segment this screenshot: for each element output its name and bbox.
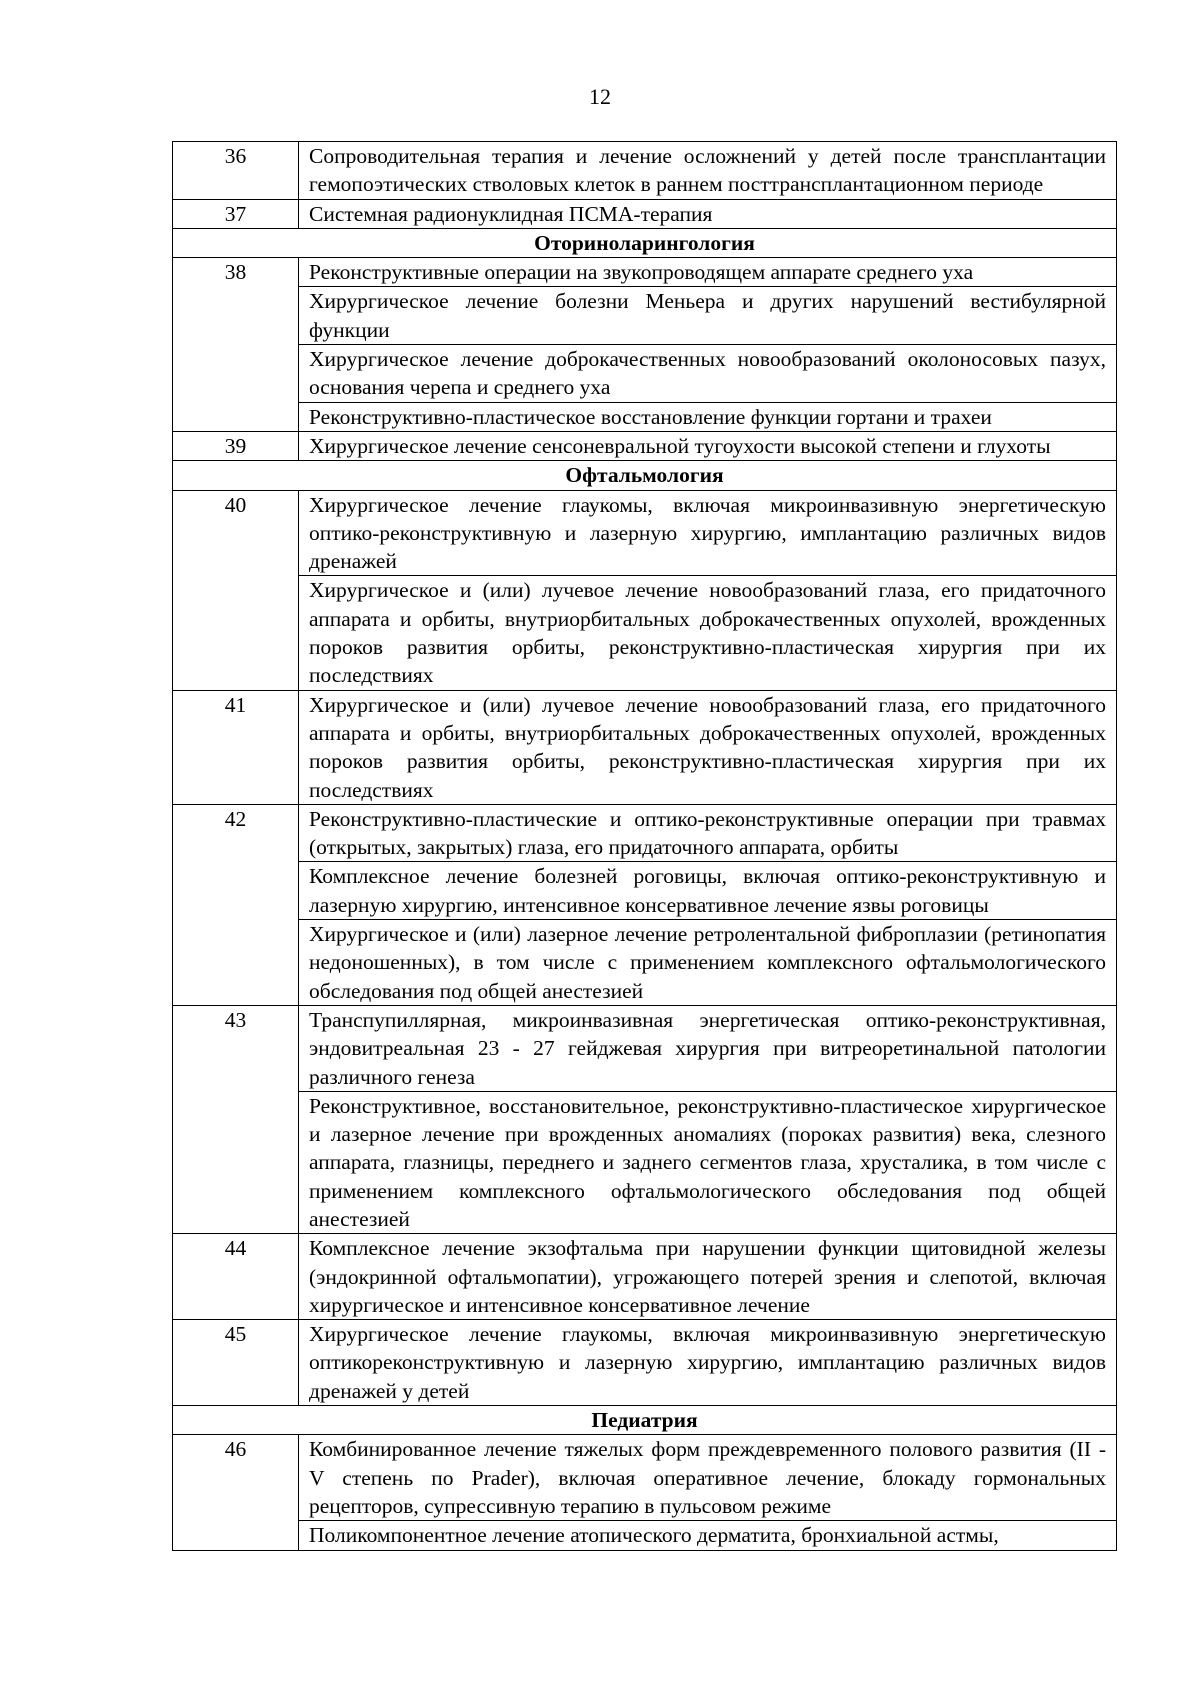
table-row [173,1320,1117,1406]
procedure-description: Хирургическое и (или) лучевое лечение новообразований глаза, его придаточного аппарата и орбиты, внутриорбитальных доброкачественных опухолей, врожденных пороков развития орбиты, реконструктивно-пластическая хирургия при их последствиях [299,576,1117,690]
procedure-description: Сопроводительная терапия и лечение осложнений у детей после трансплантации гемопоэтических стволовых клеток в раннем посттрансплантационном периоде [299,142,1117,200]
row-number: 38 [173,258,299,432]
table-body [173,142,1117,1551]
table-row [173,690,1117,804]
procedure-description: Реконструктивные операции на звукопроводящем аппарате среднего уха [299,258,1117,287]
table-row [173,345,1117,403]
procedure-description: Хирургическое лечение болезни Меньера и других нарушений вестибулярной функции [299,287,1117,345]
page-number: 12 [589,84,611,109]
procedure-description: Поликомпонентное лечение атопического дерматита, бронхиальной астмы, [299,1521,1117,1550]
table-row [173,142,1117,200]
table-row [173,287,1117,345]
table-row [173,1435,1117,1521]
procedure-description: Системная радионуклидная ПСМА-терапия [299,199,1117,228]
procedure-description: Комплексное лечение болезней роговицы, включая оптико-реконструктивную и лазерную хирургию, интенсивное консервативное лечение язвы роговицы [299,862,1117,920]
table-row [173,431,1117,460]
table-row [173,258,1117,287]
section-row [173,228,1117,257]
procedure-description: Хирургическое лечение глаукомы, включая микроинвазивную энергетическую оптико-реконструктивную и лазерную хирургию, имплантацию различных видов дренажей [299,490,1117,576]
procedure-description: Реконструктивно-пластические и оптико-реконструктивные операции при травмах (открытых, закрытых) глаза, его придаточного аппарата, орбиты [299,804,1117,862]
procedure-description: Хирургическое лечение доброкачественных новообразований околоносовых пазух, основания черепа и среднего уха [299,345,1117,403]
row-number: 41 [173,690,299,804]
section-heading: Оториноларингология [173,228,1117,257]
table-row [173,576,1117,690]
table-row [173,920,1117,1006]
procedures-table [172,141,1117,1551]
procedure-description: Комплексное лечение экзофтальма при нарушении функции щитовидной железы (эндокринной офтальмопатии), угрожающего потерей зрения и слепотой, включая хирургическое и интенсивное консервативное лечение [299,1234,1117,1320]
procedure-description: Комбинированное лечение тяжелых форм преждевременного полового развития (II - V степень по Prader), включая оперативное лечение, блокаду гормональных рецепторов, супрессивную терапию в пульсовом режиме [299,1435,1117,1521]
procedure-description: Реконструктивно-пластическое восстановление функции гортани и трахеи [299,402,1117,431]
section-row [173,461,1117,490]
section-heading: Педиатрия [173,1406,1117,1435]
procedure-description: Транспупиллярная, микроинвазивная энергетическая оптико-реконструктивная, эндовитреальная 23 - 27 гейджевая хирургия при витреоретинальной патологии различного генеза [299,1005,1117,1091]
table-row [173,402,1117,431]
table-row [173,862,1117,920]
procedure-description: Хирургическое и (или) лучевое лечение новообразований глаза, его придаточного аппарата и орбиты, внутриорбитальных доброкачественных опухолей, врожденных пороков развития орбиты, реконструктивно-пластическая хирургия при их последствиях [299,690,1117,804]
table-row [173,490,1117,576]
table-row [173,1234,1117,1320]
row-number: 46 [173,1435,299,1550]
row-number: 39 [173,431,299,460]
row-number: 36 [173,142,299,200]
procedure-description: Хирургическое и (или) лазерное лечение ретролентальной фиброплазии (ретинопатия недоношенных), в том числе с применением комплексного офтальмологического обследования под общей анестезией [299,920,1117,1006]
row-number: 44 [173,1234,299,1320]
section-row [173,1406,1117,1435]
row-number: 40 [173,490,299,690]
row-number: 43 [173,1005,299,1233]
row-number: 45 [173,1320,299,1406]
table-row [173,1521,1117,1550]
table-row [173,1091,1117,1233]
table-row [173,199,1117,228]
procedure-description: Реконструктивное, восстановительное, реконструктивно-пластическое хирургическое и лазерное лечение при врожденных аномалиях (пороках развития) века, слезного аппарата, глазницы, переднего и заднего сегментов глаза, хрусталика, в том числе с применением комплексного офтальмологического обследования под общей анестезией [299,1091,1117,1233]
table-row [173,1005,1117,1091]
table-row [173,804,1117,862]
row-number: 42 [173,804,299,1005]
row-number: 37 [173,199,299,228]
procedure-description: Хирургическое лечение сенсоневральной тугоухости высокой степени и глухоты [299,431,1117,460]
procedure-description: Хирургическое лечение глаукомы, включая микроинвазивную энергетическую оптикореконструктивную и лазерную хирургию, имплантацию различных видов дренажей у детей [299,1320,1117,1406]
section-heading: Офтальмология [173,461,1117,490]
